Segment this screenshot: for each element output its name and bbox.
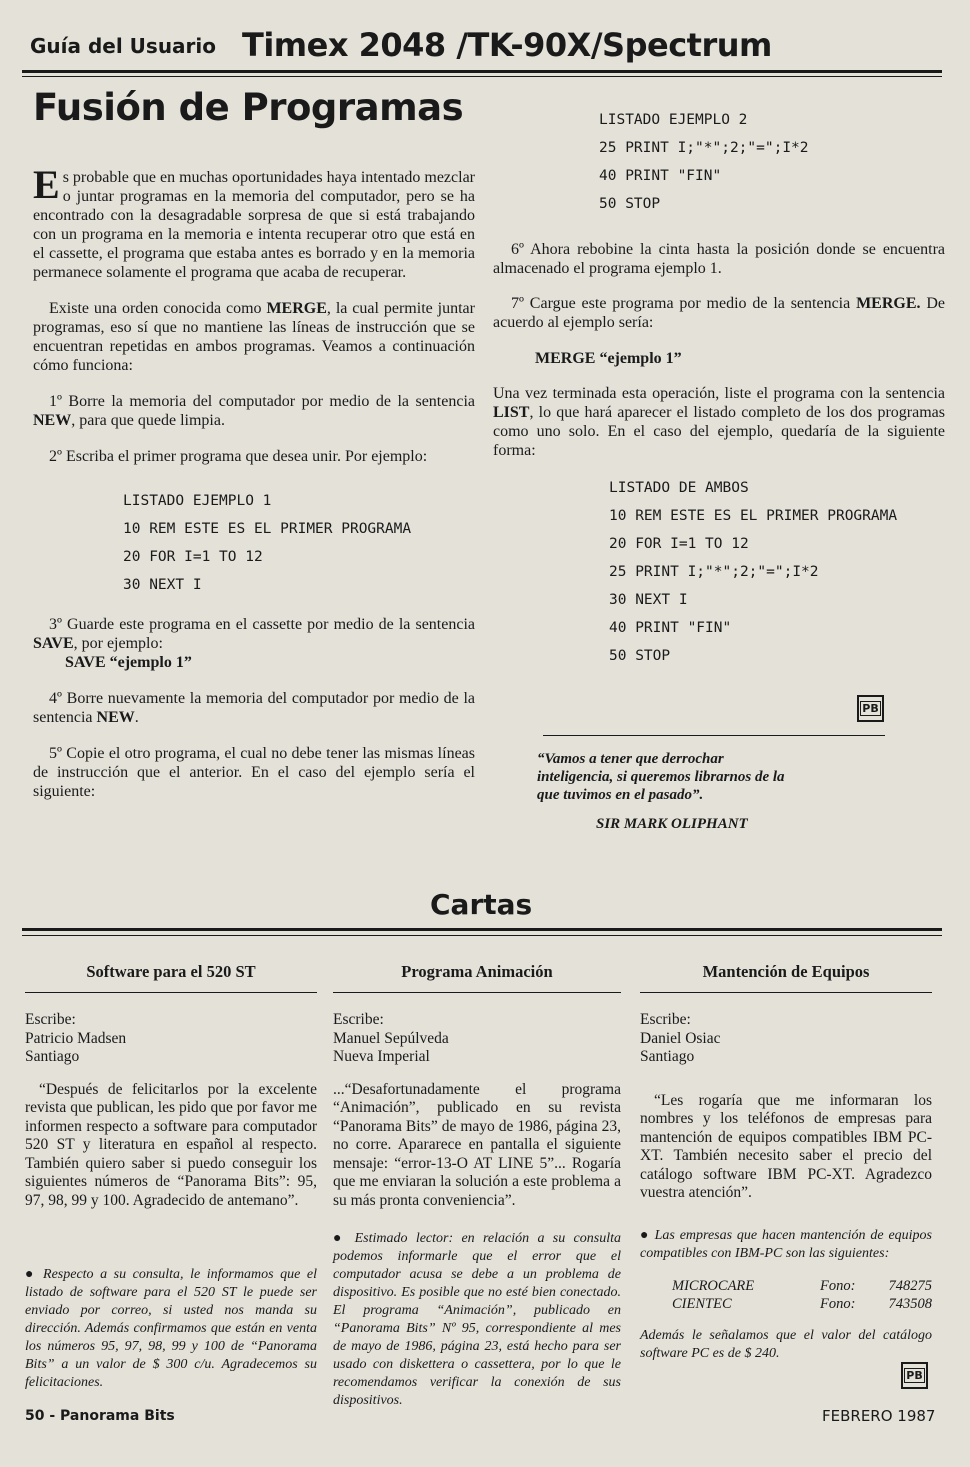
- step-1: 1º Borre la memoria del computador por medio de la sentencia NEW, para que quede limpia.: [33, 393, 475, 429]
- code-listing-3: LISTADO DE AMBOS 10 REM ESTE ES EL PRIMER PROGRAMA 20 FOR I=1 TO 12 25 PRINT I;"*";2;"=";I*2 30 NEXT I 40 PRINT "FIN" 50 STOP: [609, 480, 898, 664]
- cartas-title: Cartas: [430, 888, 533, 921]
- letter-sender: Escribe: Manuel Sepúlveda Nueva Imperial: [333, 1011, 449, 1065]
- article-title: Fusión de Programas: [33, 86, 464, 129]
- cartas-rule-thin: [22, 935, 942, 936]
- merge-command: MERGE “ejemplo 1”: [535, 350, 682, 367]
- company-phone-label: Fono:: [820, 1277, 856, 1294]
- article-right-column: [493, 106, 945, 670]
- pb-logo-footer: PB: [901, 1362, 928, 1389]
- code-listing-1: LISTADO EJEMPLO 1 10 REM ESTE ES EL PRIMER PROGRAMA 20 FOR I=1 TO 12 30 NEXT I: [123, 493, 412, 593]
- code-listing-2: LISTADO EJEMPLO 2 25 PRINT I;"*";2;"=";I*2 40 PRINT "FIN" 50 STOP: [599, 112, 809, 212]
- company-list: [640, 1277, 932, 1313]
- quote-author: SIR MARK OLIPHANT: [596, 816, 748, 832]
- letter-sender: Escribe: Patricio Madsen Santiago: [25, 1011, 127, 1065]
- pb-logo: PB: [857, 695, 884, 722]
- letter-reply-2: Además le señalamos que el valor del catálogo software PC es de $ 240.: [640, 1327, 932, 1361]
- letter-reply: ● Estimado lector: en relación a su consulta podemos informarle que el error que el computador acusa se debe a un problema de dispositivo. Es posible que no esté bien conectado. El programa “Animación”, publicado en “Panorama Bits” Nº 95, correspondiente al mes de mayo de 1986, página 23, está hecho para ser usado con diskettera o cassettera, por lo que le recomendamos verificar la conexión de sus dispositivos.: [333, 1231, 621, 1408]
- company-name: CIENTEC: [672, 1295, 732, 1312]
- step-2: 2º Escriba el primer programa que desea unir. Por ejemplo:: [49, 448, 428, 465]
- step-8: Una vez terminada esta operación, liste el programa con la sentencia LIST, lo que hará aparecer el listado completo de los dos programas como uno solo. En el caso del ejemplo, quedaría de la siguiente forma:: [493, 385, 945, 459]
- article-left-column: [33, 162, 475, 801]
- cartas-rule: [22, 928, 942, 931]
- step-5: 5º Copie el otro programa, el cual no debe tener las mismas líneas de instrucción que el anterior. En el caso del ejemplo sería el siguiente:: [33, 745, 475, 800]
- company-name: MICROCARE: [672, 1277, 755, 1294]
- letter-title: Programa Animación: [401, 962, 553, 981]
- header-rule: [22, 70, 942, 73]
- company-row: [640, 1295, 932, 1313]
- letter-title: Software para el 520 ST: [86, 962, 256, 981]
- intro-paragraph: Es probable que en muchas oportunidades haya intentado mezclar o juntar programas en la memoria del computador, pero se ha encontrado con la desagradable sorpresa de que si está trabajando con un programa en la memoria e intenta recuperar otro que está en el cassette, el programa que estaba antes es borrado y en la memoria permanece solamente el programa que acaba de recuperar.: [33, 162, 475, 281]
- merge-paragraph: Existe una orden conocida como MERGE, la cual permite juntar programas, eso sí que no mantiene las líneas de instrucción que se encuentran repetidas en ambos programas. Veamos a continuación cómo funciona:: [33, 300, 475, 374]
- footer-date: FEBRERO 1987: [822, 1407, 936, 1425]
- company-phone-label: Fono:: [820, 1295, 856, 1312]
- company-phone: 748275: [888, 1277, 932, 1294]
- page-header-title: Timex 2048 /TK-90X/Spectrum: [242, 26, 772, 64]
- letter-3: [640, 962, 932, 1363]
- save-command: SAVE “ejemplo 1”: [65, 654, 192, 671]
- quote-text: “Vamos a tener que derrochar inteligencia, si queremos librarnos de la que tuvimos en el pasado”.: [537, 751, 785, 803]
- drop-cap: E: [33, 162, 60, 207]
- company-phone: 743508: [888, 1295, 932, 1312]
- letter-title: Mantención de Equipos: [702, 962, 870, 981]
- header-rule-thin: [22, 76, 942, 77]
- quote-rule: [543, 735, 885, 736]
- step-3: 3º Guarde este programa en el cassette por medio de la sentencia SAVE, por ejemplo:: [33, 616, 475, 652]
- footer-page: 50 - Panorama Bits: [25, 1408, 175, 1424]
- letter-body: ...“Desafortunadamente el programa “Animación”, publicado en su revista “Panorama Bits” de mayo de 1986, página 23, no corre. Apararece en pantalla el siguiente mensaje: “error-13-O AT LINE 5”... Rogaría que me enviaran la solución a este problema a su más pronta conveniencia”.: [333, 1080, 621, 1209]
- letter-reply: ● Respecto a su consulta, le informamos que el listado de software para el 520 ST le puede ser enviado por correo, si usted nos manda su dirección. Además confirmamos que están en venta los números 95, 97, 98, 99 y 100 de “Panorama Bits” a un valor de $ 300 c/u. Agradecemos su felicitaciones.: [25, 1267, 317, 1390]
- letter-body: “Les rogaría que me informaran los nombres y los teléfonos de empresas para mantención de equipos compatibles IBM PC-XT. También necesito saber el precio del catálogo software IBM PC-XT. Agradezco vuestra atención”.: [640, 1091, 932, 1201]
- section-label: Guía del Usuario: [30, 34, 217, 58]
- step-4: 4º Borre nuevamente la memoria del computador por medio de la sentencia NEW.: [33, 690, 475, 726]
- letter-body: “Después de felicitarlos por la excelente revista que publican, les pido que por favor me informen respecto a software para computador 520 ST y literatura en español al respecto. También quiero saber si puedo conseguir los siguientes números de “Panorama Bits”: 95, 97, 98, 99 y 100. Agradecido de antemano”.: [25, 1080, 317, 1209]
- step-6: 6º Ahora rebobine la cinta hasta la posición donde se encuentra almacenado el programa ejemplo 1.: [493, 241, 945, 277]
- letter-sender: Escribe: Daniel Osiac Santiago: [640, 1011, 721, 1065]
- letter-reply: ● Las empresas que hacen mantención de equipos compatibles con IBM-PC son las siguientes:: [640, 1227, 932, 1261]
- company-row: [640, 1277, 932, 1295]
- letter-1: [25, 962, 317, 1392]
- step-7: 7º Cargue este programa por medio de la sentencia MERGE. De acuerdo al ejemplo sería:: [493, 295, 946, 331]
- letter-2: [333, 962, 621, 1410]
